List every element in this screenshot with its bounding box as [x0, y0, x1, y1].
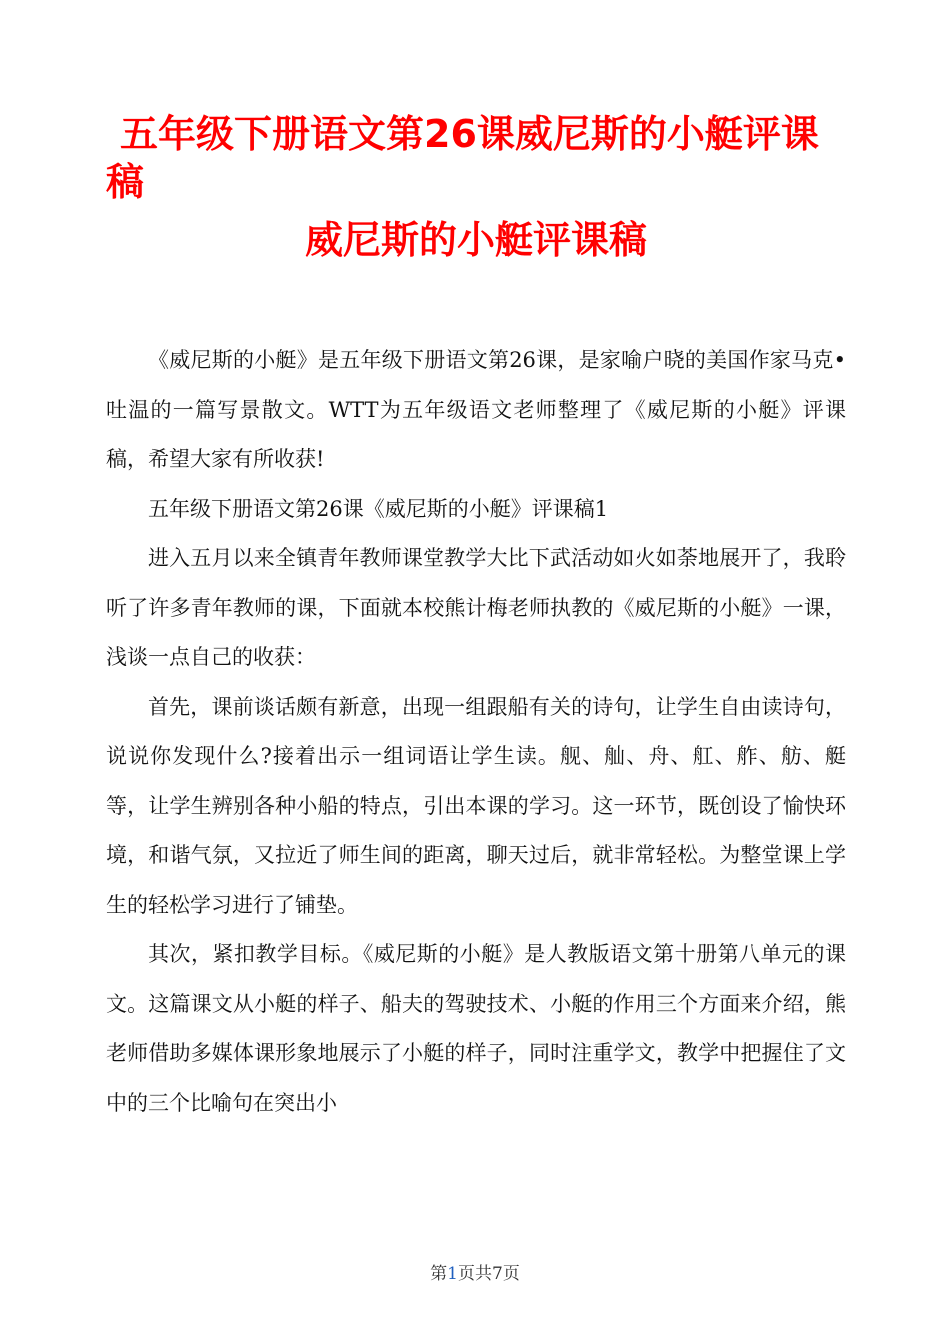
paragraph-heading: 五年级下册语文第26课《威尼斯的小艇》评课稿1 [148, 496, 609, 521]
paragraph-second: 其次，紧扣教学目标。《威尼斯的小艇》是人教版语文第十册第八单元的课文。这篇课文从小艇的样子、船夫的驾驶技术、小艇的作用三个方面来介绍，熊老师借助多媒体课形象地展示了小艇的样子，同时注重学文，教学中把握住了文中的三个比喻句在突出小 [106, 942, 846, 1115]
footer-prefix: 第 [430, 1264, 448, 1284]
page-footer [0, 1262, 950, 1286]
footer-middle: 页共 [458, 1264, 492, 1284]
document-subtitle: 威尼斯的小艇评课稿 [304, 218, 647, 262]
paragraph-opening: 进入五月以来全镇青年教师课堂教学大比下武活动如火如荼地展开了，我聆听了许多青年教师的课，下面就本校熊计梅老师执教的《威尼斯的小艇》一课，浅谈一点自己的收获： [106, 546, 846, 669]
footer-total-pages: 7 [492, 1264, 503, 1284]
footer-page-number: 1 [447, 1264, 458, 1284]
paragraph-first: 首先，课前谈话颇有新意，出现一组跟船有关的诗句，让学生自由读诗句，说说你发现什么?接着出示一组词语让学生读。舰、舢、舟、舡、舴、舫、艇等，让学生辨别各种小船的特点，引出本课的学习。这一环节，既创设了愉快环境，和谐气氛，又拉近了师生间的距离，聊天过后，就非常轻松。为整堂课上学生的轻松学习进行了铺垫。 [106, 694, 846, 917]
paragraph-intro: 《威尼斯的小艇》是五年级下册语文第26课，是家喻户晓的美国作家马克•吐温的一篇写景散文。WTT为五年级语文老师整理了《威尼斯的小艇》评课稿，希望大家有所收获! [106, 348, 846, 471]
footer-suffix: 页 [502, 1264, 520, 1284]
document-title: 五年级下册语文第26课威尼斯的小艇评课稿 [106, 112, 819, 204]
document-body [106, 336, 846, 1128]
